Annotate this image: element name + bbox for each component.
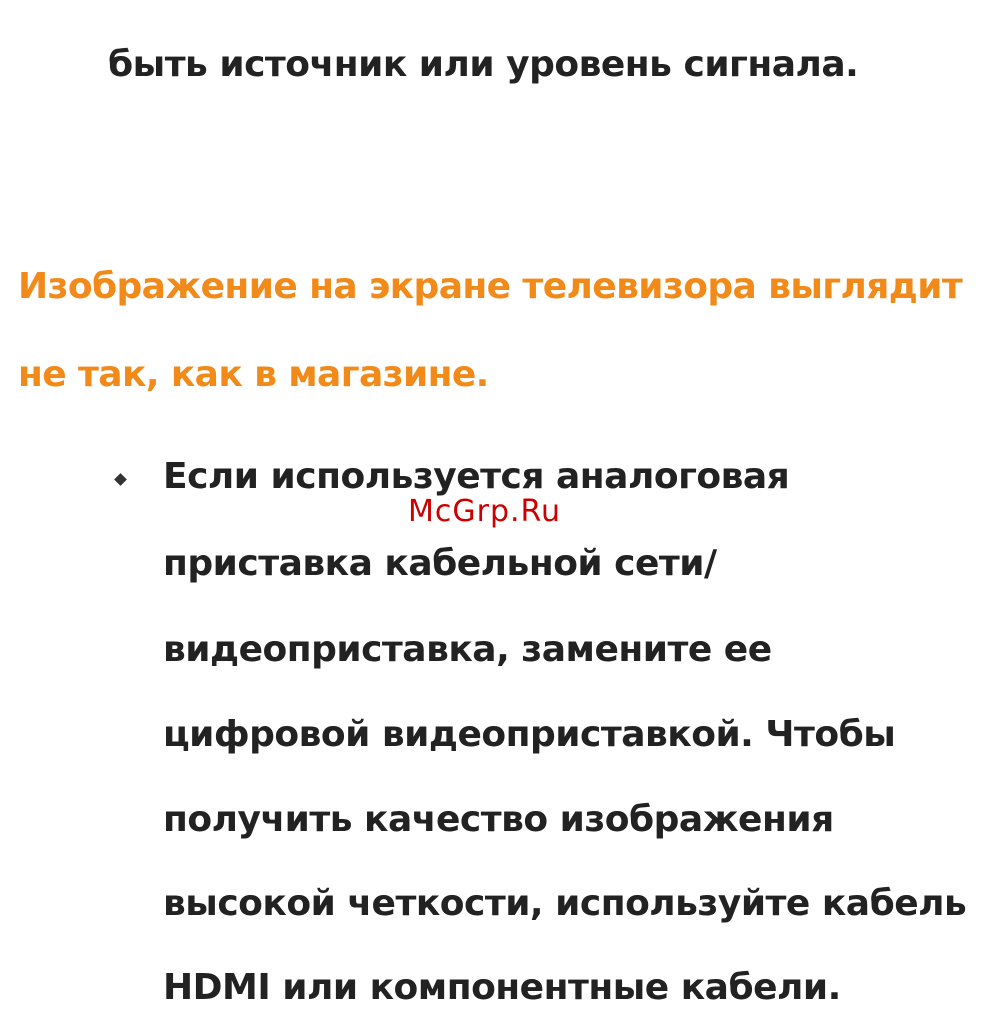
section-heading-line-2: не так, как в магазине.: [18, 354, 489, 395]
bullet-text-line-1: Если используется аналоговая: [163, 456, 790, 497]
bullet-text-line-4: цифровой видеоприставкой. Чтобы: [163, 714, 896, 755]
bullet-text-line-7: HDMI или компонентные кабели.: [163, 967, 841, 1008]
intro-text-line: быть источник или уровень сигнала.: [108, 44, 859, 85]
bullet-text-line-2: приставка кабельной сети/: [163, 543, 717, 584]
bullet-text-line-5: получить качество изображения: [163, 799, 834, 840]
bullet-diamond-icon: [114, 473, 127, 486]
watermark-text: McGrp.Ru: [408, 494, 562, 529]
bullet-text-line-6: высокой четкости, используйте кабель: [163, 883, 967, 924]
bullet-text-line-3: видеоприставка, замените ее: [163, 629, 772, 670]
section-heading-line-1: Изображение на экране телевизора выглядит: [18, 266, 963, 307]
